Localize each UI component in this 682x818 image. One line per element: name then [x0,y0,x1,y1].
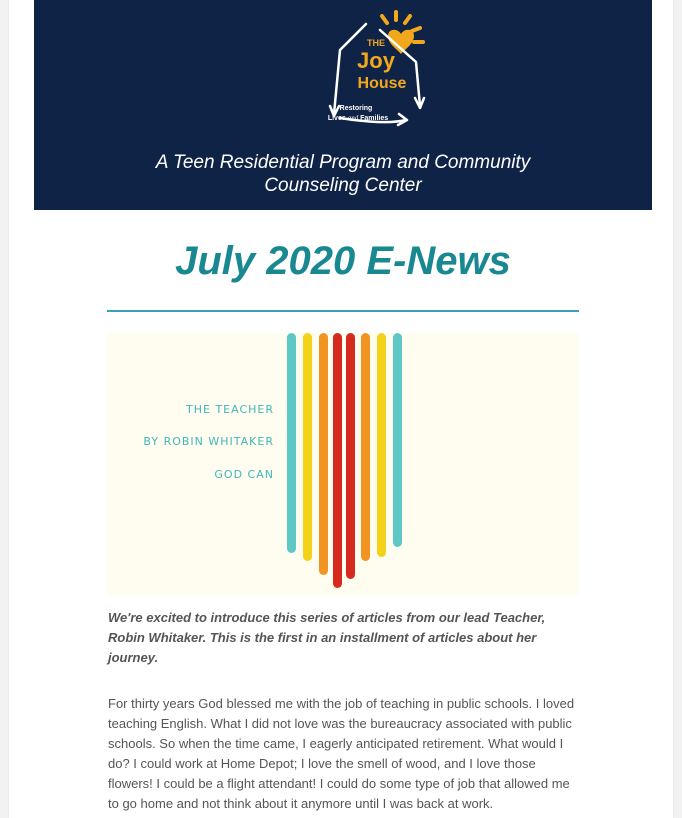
cover-stripe [333,333,342,588]
cover-stripe [377,333,386,557]
joy-house-logo [306,6,428,132]
cover-author: BY ROBIN WHITAKER [143,435,274,448]
cover-stripe [319,333,328,575]
logo-subline [328,114,388,122]
tagline-line1: A Teen Residential Program and Community [155,152,531,173]
cover-subtitle: GOD CAN [214,468,274,481]
section-divider [107,310,579,312]
color-stripes [283,333,413,595]
intro-paragraph: We're excited to introduce this series of articles from our lead Teacher, Robin Whitaker. This is the first in an installment of articles about her journey. [108,610,546,665]
cover-stripe [393,333,402,547]
header-banner [34,0,652,210]
logo-the: THE [367,38,385,48]
article-cover-image [107,333,579,595]
cover-stripe [287,333,296,553]
tagline-line2: Counseling Center [264,175,422,196]
logo-lives: Lives [327,115,346,122]
cover-title: THE TEACHER [186,403,274,416]
cover-stripe [303,333,312,561]
article-body: For thirty years God blessed me with the job of teaching in public schools. I loved teaching English. What I did not love was the bureaucracy associated with public schools. So when the time came, I eagerly anticipated retirement. What would I do? I could work at Home Depot; I love the smell of wood, and I love those flowers! I could be a flight attendant! I could do some type of job that allowed me to go home and not think about it anymore until I was back at work. [108,696,575,811]
logo-and: and [347,114,359,122]
logo-families: Families [360,115,389,122]
logo-house: House [357,75,407,92]
logo-restoring: Restoring [339,105,373,112]
header-tagline [34,151,652,197]
logo-joy: Joy [357,48,395,73]
cover-stripe [361,333,370,561]
cover-stripe [346,333,355,579]
newsletter-headline: July 2020 E-News [175,239,511,283]
